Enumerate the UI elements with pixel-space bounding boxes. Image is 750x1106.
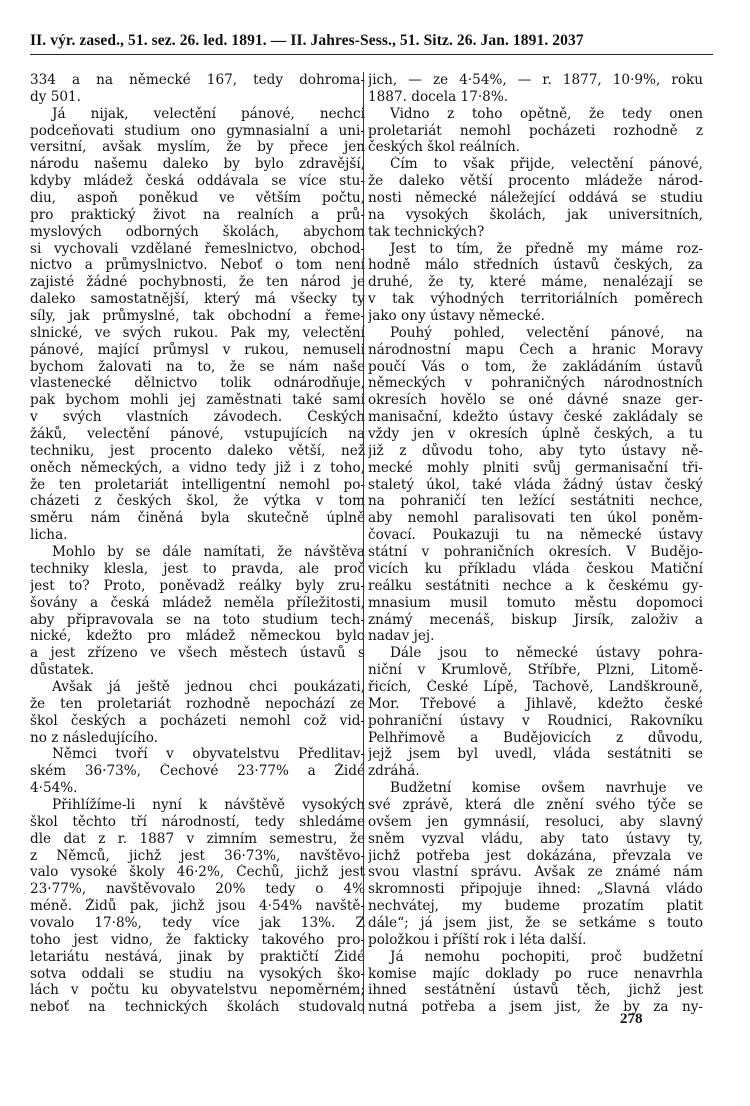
text-line: vždy jen v okresích úplně českých, a tu [368,426,703,443]
text-line: podceňovati studium ono gymnasialní a uni- [30,122,365,139]
text-line: dle dat z r. 1887 v zimním semestru, že [30,830,365,847]
text-line: Já nijak, velectění pánové, nechci [52,105,365,122]
text-line: bychom žalovati na to, že se nám naše [30,358,365,375]
text-line: komise majíc doklady po ruce nenavrhla [368,965,703,982]
text-line: jich, — ze 4·54%, — r. 1877, 10·9%, roku [368,72,703,88]
text-line: techniky klesla, jest to pravda, ale proč [30,560,365,577]
text-line: tak technických? [368,223,485,240]
text-line: řicích, České Lípě, Tachově, Landškrouně, [368,678,703,695]
text-line: škol českých a pocházeti nemohl což vid- [30,712,365,729]
text-line: vicích ku příkladu vláda českou Matiční [368,560,703,577]
text-line: dále“; já jsem jist, že se setkáme s touto [368,914,703,931]
text-line: Pouhý pohled, velectění pánové, na [390,324,703,341]
text-line: síly, jak průmyslné, tak obchodní a řeme- [30,308,365,325]
text-line: druhé, že ty, které máme, nenalézají se [368,274,703,291]
text-line: národnostní mapu Čech a hranic Moravy [368,341,703,358]
text-line: šovány a česká mládež neměla příležitosti, [30,594,365,611]
text-line: skromnosti připojuje ihned: „Slavná vládo [368,881,703,898]
text-line: lách v počtu ku obyvatelstvu nepoměrném; [30,982,365,999]
text-line: proletariát nemohl pocházeti rozhodně z [368,122,703,139]
text-line: Já nemohu pochopiti, proč budžetní [390,948,703,965]
text-line: okresích hovělo se oné dávné snaze ger- [368,392,703,409]
page [30,28,713,1088]
text-line: mnasium musil tomuto městu dopomoci [368,594,703,611]
text-line: toho jest vidno, že fakticky takového pro- [30,931,365,948]
text-line: aby nemohl paralisovati ten úkol poněm- [368,510,703,527]
text-line: Přihlížíme-li nyní k návštěvě vysokých [52,796,365,813]
text-line: jako ony ústavy německé. [368,308,545,325]
text-line: mecké mohly plniti svůj germanisační tři- [368,459,703,476]
text-line: Mor. Třebové a Jihlavě, kdežto české [368,695,703,712]
text-line: kdyby mládež česká oddávala se více stu- [30,173,365,190]
text-line: pohraniční ústavy v Roudnici, Rakovníku [368,712,703,729]
text-line: v tak výhodných territoriálních poměrech [368,291,703,308]
text-line: Budžetní komise ovšem navrhuje ve [390,780,703,797]
text-line: čovací. Poukazuji tu na německé ústavy [368,527,703,544]
right-column [368,72,703,1016]
text-line: nictvo a průmyslnictvo. Neboť o tom není [30,257,365,274]
text-line: žáků, velectění pánové, vstupujících na [30,426,365,443]
text-line: své zprávě, která dle znění svého týče se [368,796,703,813]
text-line: pánové, mající průmysl v rukou, nemuseli [30,341,365,358]
text-line: státní v pohraničních okresích. V Budějo- [368,544,703,561]
text-line: českých škol reálních. [368,139,521,156]
text-line: versitní, avšak myslím, že by přece jen [30,139,365,156]
text-line: národu našemu daleko by bylo zdravější, [30,156,365,173]
text-line: sněm vyzval vládu, aby tato ústavy ty, [368,830,703,847]
text-line: jichž potřeba jest dokázána, převzala ve [368,847,703,864]
text-line: Němci tvoří v obyvatelstvu Předlitav- [52,746,365,763]
text-line: si vychovali vzdělané řemeslnictvo, obchod- [30,240,365,257]
text-line: sotva oddali se studiu na vysokých ško- [30,965,365,982]
text-line: zajisté žádné pochybnosti, že ten národ je [30,274,365,291]
text-line: pak bychom mohli jej zaměstnati také sami [30,392,365,409]
text-line: směru nám činěná byla skutečně úplně [30,510,365,527]
text-line: poučí Vás o tom, že zakládáním ústavů [368,358,703,375]
text-line: z Němců, jichž jest 36·73%, navštěvo- [30,847,365,864]
text-line: staletý úkol, také vláda žádný ústav český [368,476,703,493]
running-head: II. výr. zased., 51. sez. 26. led. 1891. — II. Jahres-Sess., 51. Sitz. 26. Jan. 1891. 2037 [30,28,713,55]
text-line: 23·77%, navštěvovalo 20% tedy o 4% [30,881,365,898]
text-line: valo vysoké školy 46·2%, Čechů, jichž jest [30,864,365,881]
text-line: německých v pohraničných národnostních [368,375,703,392]
text-line: Dále jsou to německé ústavy pohra- [390,645,703,662]
text-line: 4·54%. [30,780,78,797]
text-line: cházeti z českých škol, že výtka v tom [30,493,365,510]
text-line: že daleko větší procento mládeže národ- [368,173,703,190]
text-line: méně. Židů pak, jichž jsou 4·54% navště- [30,898,365,915]
left-column [30,72,365,1016]
text-line: vovalo 17·8%, tedy více jak 13%. Z [30,914,365,931]
text-line: že ten proletariát rozhodně nepochází ze [30,695,365,712]
text-line: 1887. docela 17·8%. [368,88,509,105]
text-line: škol těchto tří národností, tedy shledáme [30,813,365,830]
text-line: aby připravovala se na toto studium tech- [30,611,365,628]
text-line: již z důvodu toho, aby tyto ústavy ně- [368,442,703,459]
text-line: nické, kdežto pro mládež německou bylo [30,628,365,645]
column-divider [363,72,364,1014]
text-line: Vidno z toho opětně, že tedy onen [390,105,703,122]
text-line: na pohraničí ten ležící sestátniti nechce, [368,493,703,510]
text-line: vlastenecké dělnictvo tolik odnárodňuje, [30,375,365,392]
text-line: letariátu nestává, jinak by praktičtí Židé [30,948,365,965]
page-number: 278 [620,1011,643,1027]
text-line: důstatek. [30,662,95,679]
text-line: Avšak já ještě jednou chci poukázati, [52,678,365,695]
text-line: ovšem jen gymnásií, resoluci, aby slavný [368,813,703,830]
text-line: svou vlastní správu. Avšak ze známé nám [368,864,703,881]
text-line: nadav jej. [368,628,435,645]
text-line: nosti německé náležející oddává se studiu [368,190,703,207]
text-line: techniku, jest procento daleko větší, než [30,442,365,459]
text-line: Čím to však přijde, velectění pánové, [390,156,703,173]
text-line: zdráhá. [368,763,420,780]
text-line: že ten proletariát intelligentní nemohl po- [30,476,365,493]
text-line: Pelhřimově a Budějovicích z důvodu, [368,729,703,746]
text-line: na vysokých školách, jak universitních, [368,206,703,223]
text-line: Jest to tím, že předně my máme roz- [390,240,703,257]
text-line: niční v Krumlově, Stříbře, Plzni, Litomě- [368,662,703,679]
text-line: neboť na technických školách studovalo [30,999,365,1016]
text-line: a jest zřízeno ve všech městech ústavů s [30,645,365,662]
text-line: 334 a na německé 167, tedy dohroma- [30,72,365,88]
text-line: ihned sestátnění ústavů těch, jichž jest [368,982,703,999]
text-line: nechvátej, my budeme prozatím platit [368,898,703,915]
text-line: daleko samostatnější, který má všecky ty [30,291,365,308]
text-line: myslových odborných školách, abychom [30,223,365,240]
text-line: jest to? Proto, poněvadž reálky byly zru- [30,577,365,594]
text-line: pro praktický život na realních a prů- [30,206,365,223]
text-line: Mohlo by se dále namítati, že návštěva [52,544,365,561]
text-line: manisační, kdežto ústavy české zakládaly se [368,409,703,426]
text-line: no z následujícího. [30,729,158,746]
text-line: známý mecenáš, biskup Jirsík, založiv a [368,611,703,628]
text-line: položkou i příští rok i léta další. [368,931,587,948]
text-line: hodně málo středních ústavů českých, za [368,257,703,274]
text-line: reálku sestátniti nechce a k českému gy- [368,577,703,594]
text-line: v svých vlastních závodech. Českých [30,409,365,426]
text-line: dy 501. [30,88,81,105]
text-line: slnické, ve svých rukou. Pak my, velectění [30,324,365,341]
text-line: licha. [30,527,68,544]
text-line: diu, aspoň poněkud ve větším počtu, [30,190,365,207]
text-line: ském 36·73%, Čechové 23·77% a Židé [30,763,365,780]
text-line: jejž jsem byl uvedl, vláda sestátniti se [368,746,703,763]
text-line: oněch německých, a vidno tedy již i z toho, [30,459,365,476]
text-line: nutná potřeba a jsem jist, že by za ny- [368,999,703,1016]
